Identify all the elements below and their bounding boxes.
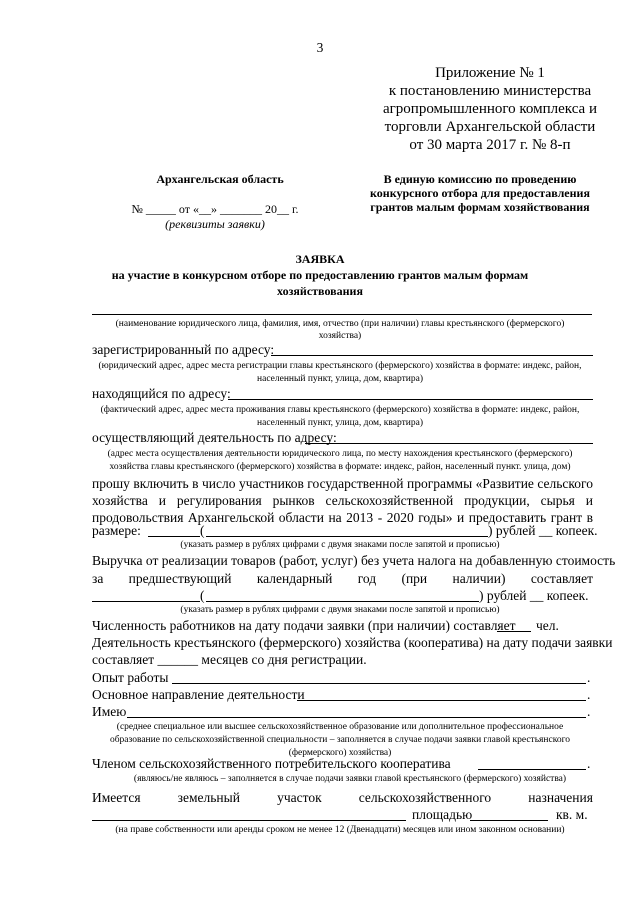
requisites-hint: (реквизиты заявки): [165, 217, 265, 231]
revenue-word: за: [92, 571, 104, 586]
activity-address-hint: хозяйства главы крестьянского (фермерского) хозяйства в формате: индекс, район, населенный пункт. улица, дом): [109, 462, 571, 472]
coop-label: Членом сельскохозяйственного потребительского кооператива: [92, 756, 451, 771]
revenue-word: (при: [401, 571, 428, 586]
registered-address-fill-line: [271, 355, 593, 356]
addressee-line: конкурсного отбора для предоставления: [370, 186, 590, 200]
appendix-line: Приложение № 1: [435, 65, 545, 81]
experience-label: Опыт работы: [92, 670, 169, 685]
registered-address-label: зарегистрированный по адресу:: [92, 342, 275, 357]
document-subtitle: на участие в конкурсном отборе по предоставлению грантов малым формам: [111, 268, 529, 282]
period: .: [587, 756, 591, 771]
name-fill-line: [92, 314, 592, 315]
land-line: [92, 790, 593, 806]
coop-fill-line: [478, 769, 586, 770]
application-number-line: № _____ от «__» _______ 20__ г.: [131, 202, 299, 216]
farm-activity-line: составляет ______ месяцев со дня регистрации.: [92, 652, 367, 667]
direction-fill-line: [297, 700, 586, 701]
direction-label: Основное направление деятельности: [92, 687, 305, 702]
education-hint: (среднее специальное или высшее сельскохозяйственное образование или дополнительное профессиональное: [116, 722, 564, 732]
revenue-hint: (указать размер в рублях цифрами с двумя знаками после запятой и прописью): [180, 605, 500, 615]
located-address-label: находящийся по адресу:: [92, 386, 231, 401]
grant-amount-hint: (указать размер в рублях цифрами с двумя знаками после запятой и прописью): [180, 540, 500, 550]
activity-address-label: осуществляющий деятельность по адресу:: [92, 430, 337, 445]
employees-unit: чел.: [536, 618, 559, 633]
land-area-fill-line: [470, 820, 548, 821]
revenue-words-line: [206, 601, 479, 602]
grant-amount-words-line: [206, 536, 488, 537]
period: .: [587, 704, 591, 719]
located-address-fill-line: [228, 399, 593, 400]
land-area-label: площадью: [412, 807, 473, 822]
revenue-word: составляет: [530, 571, 593, 586]
request-line: прошу включить в число участников государственной программы «Развитие сельского: [92, 476, 593, 491]
land-word: назначения: [528, 790, 593, 805]
appendix-line: торговли Архангельской области: [384, 119, 596, 135]
page-number: 3: [316, 40, 324, 55]
farm-activity-line: Деятельность крестьянского (фермерского) хозяйства (кооператива) на дату подачи заявки: [92, 635, 613, 650]
appendix-line: агропромышленного комплекса и: [383, 101, 597, 117]
request-line: хозяйства и регулирования рынков сельскохозяйственной продукции, сырья и: [92, 493, 593, 508]
open-paren: (: [200, 588, 205, 603]
land-hint: (на праве собственности или аренды сроком не менее 12 (Двенадцати) месяцев или ином законном основании): [115, 825, 565, 835]
education-hint: (фермерского) хозяйства): [288, 748, 392, 758]
land-type-fill-line: [92, 820, 406, 821]
document-title: ЗАЯВКА: [295, 252, 345, 266]
land-word: участок: [277, 790, 322, 805]
name-hint: (наименование юридического лица, фамилия, имя, отчество (при наличии) главы крестьянского (фермерского): [115, 319, 565, 329]
revenue-tail: ) рублей __ копеек.: [479, 588, 589, 603]
period: .: [587, 670, 591, 685]
revenue-line: Выручка от реализации товаров (работ, услуг) без учета налога на добавленную стоимость: [92, 553, 616, 568]
revenue-line-2: [92, 571, 593, 587]
open-paren: (: [200, 523, 205, 538]
grant-amount-label: размере:: [92, 523, 141, 538]
land-word: сельскохозяйственного: [358, 790, 492, 805]
revenue-word: наличии): [452, 571, 506, 586]
registered-address-hint: (юридический адрес, адрес места регистрации главы крестьянского (фермерского) хозяйства в формате: индекс, район,: [98, 361, 582, 371]
employees-fill-line: [497, 631, 531, 632]
revenue-word: год: [357, 571, 377, 586]
registered-address-hint: населенный пункт, улица, дом, квартира): [257, 374, 423, 384]
appendix-line: от 30 марта 2017 г. № 8-п: [409, 137, 571, 153]
addressee-line: грантов малым формам хозяйствования: [370, 200, 590, 214]
coop-hint: (являюсь/не являюсь – заполняется в случае подачи заявки главой крестьянского (фермерского) хозяйства): [133, 774, 567, 784]
education-fill-line: [127, 717, 586, 718]
grant-amount-digits-line: [148, 536, 200, 537]
revenue-word: предшествующий: [128, 571, 232, 586]
addressee-block: [345, 172, 615, 214]
land-word: земельный: [177, 790, 240, 805]
revenue-digits-line: [92, 601, 200, 602]
document-subtitle: хозяйствования: [277, 284, 363, 298]
located-address-hint: (фактический адрес, адрес места проживания главы крестьянского (фермерского) хозяйства в формате: индекс, район,: [100, 405, 580, 415]
region-name: Архангельская область: [156, 172, 284, 186]
education-label: Имею: [92, 704, 127, 719]
experience-fill-line: [172, 683, 586, 684]
appendix-line: к постановлению министерства: [388, 83, 592, 99]
appendix-block: [340, 64, 640, 154]
request-paragraph: [92, 475, 593, 526]
addressee-line: В единую комиссию по проведению: [383, 172, 577, 186]
grant-amount-tail: ) рублей __ копеек.: [488, 523, 598, 538]
land-area-unit: кв. м.: [556, 807, 588, 822]
activity-address-hint: (адрес места осуществления деятельности юридического лица, по месту нахождения крестьянского (фермерского): [107, 449, 573, 459]
activity-address-fill-line: [305, 443, 593, 444]
land-word: Имеется: [92, 790, 141, 805]
located-address-hint: населенный пункт, улица, дом, квартира): [257, 418, 423, 428]
employees-label: Численность работников на дату подачи заявки (при наличии) составляет: [92, 618, 516, 633]
period: .: [587, 687, 591, 702]
education-hint: образование по сельскохозяйственной специальности – заполняется в случае подачи заявки главой крестьянского: [109, 735, 571, 745]
request-line: продовольствия Архангельской области на 2013 - 2020 годы» и предоставить грант в: [92, 510, 593, 525]
name-hint: хозяйства): [318, 331, 362, 341]
revenue-word: календарный: [256, 571, 333, 586]
